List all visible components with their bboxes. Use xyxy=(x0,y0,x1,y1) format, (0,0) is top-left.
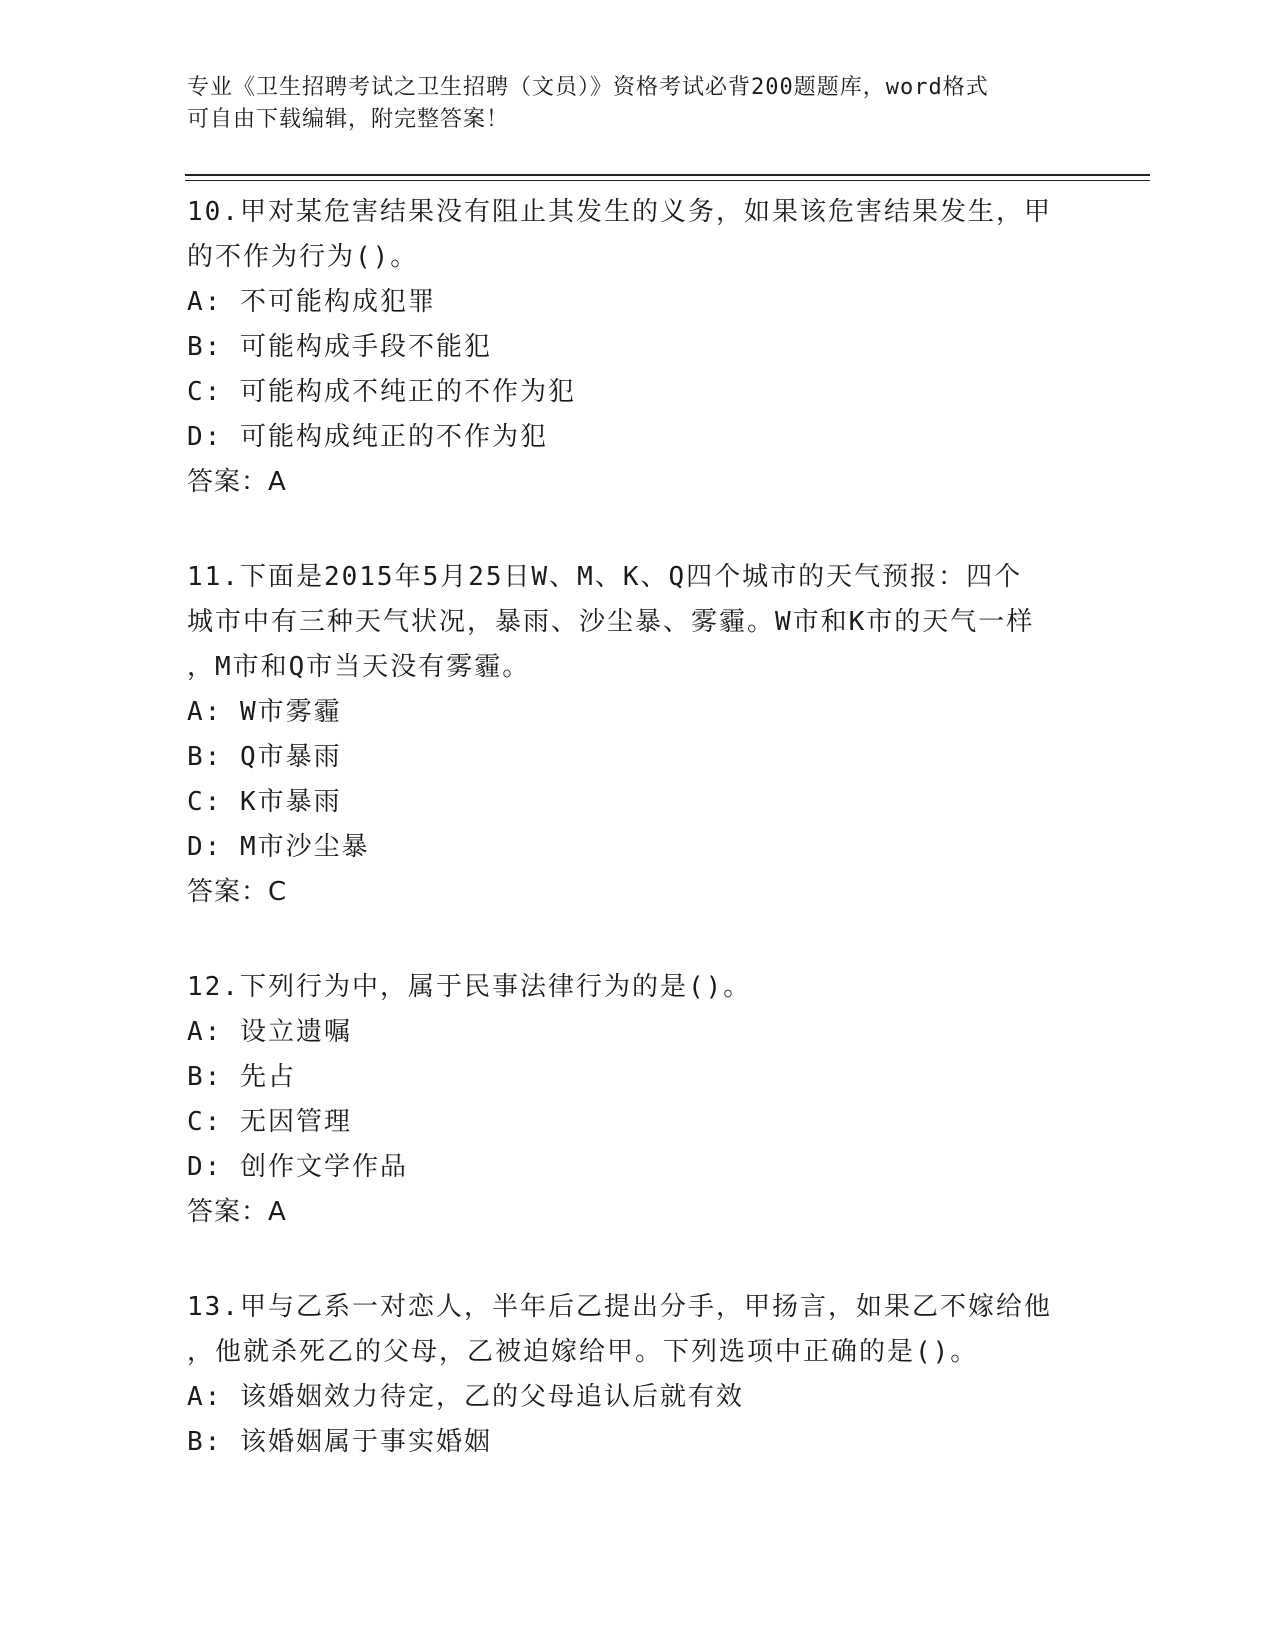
option-b: B: 该婚姻属于事实婚姻 xyxy=(187,1427,492,1457)
header-line-2: 可自由下载编辑，附完整答案！ xyxy=(187,107,510,132)
option-d: D: M市沙尘暴 xyxy=(187,832,370,862)
question-stem-line: 10.甲对某危害结果没有阻止其发生的义务，如果该危害结果发生，甲 xyxy=(187,197,1052,227)
option-a: A: 该婚姻效力待定，乙的父母追认后就有效 xyxy=(187,1382,744,1412)
option-d: D: 创作文学作品 xyxy=(187,1152,408,1182)
question-stem-line: 的不作为行为()。 xyxy=(187,242,419,272)
question-stem-line: ，M市和Q市当天没有雾霾。 xyxy=(187,652,531,682)
question-13 xyxy=(187,1285,1087,1465)
document-header xyxy=(187,72,1087,136)
option-c: C: K市暴雨 xyxy=(187,787,342,817)
question-stem-line: 城市中有三种天气状况，暴雨、沙尘暴、雾霾。W市和K市的天气一样 xyxy=(187,607,1035,637)
option-a: A: W市雾霾 xyxy=(187,697,342,727)
option-b: B: 可能构成手段不能犯 xyxy=(187,332,492,362)
question-12 xyxy=(187,965,1087,1235)
option-b: B: 先占 xyxy=(187,1062,296,1092)
option-a: A: 设立遗嘱 xyxy=(187,1017,352,1047)
option-d: D: 可能构成纯正的不作为犯 xyxy=(187,422,548,452)
option-a: A: 不可能构成犯罪 xyxy=(187,287,436,317)
answer-line: 答案：C xyxy=(187,877,288,907)
question-stem-line: 13.甲与乙系一对恋人，半年后乙提出分手，甲扬言，如果乙不嫁给他 xyxy=(187,1292,1052,1322)
option-b: B: Q市暴雨 xyxy=(187,742,342,772)
header-divider-thick xyxy=(185,174,1150,176)
question-11 xyxy=(187,555,1087,915)
question-stem-line: ，他就杀死乙的父母，乙被迫嫁给甲。下列选项中正确的是()。 xyxy=(187,1337,979,1367)
question-stem-line: 12.下列行为中，属于民事法律行为的是()。 xyxy=(187,972,752,1002)
question-10 xyxy=(187,190,1087,505)
question-stem-line: 11.下面是2015年5月25日W、M、K、Q四个城市的天气预报：四个 xyxy=(187,562,1023,592)
option-c: C: 无因管理 xyxy=(187,1107,352,1137)
option-c: C: 可能构成不纯正的不作为犯 xyxy=(187,377,576,407)
question-list xyxy=(187,190,1087,1515)
answer-line: 答案：A xyxy=(187,1197,287,1227)
header-divider-thin xyxy=(185,180,1150,181)
answer-line: 答案：A xyxy=(187,467,287,497)
header-line-1: 专业《卫生招聘考试之卫生招聘（文员）》资格考试必背200题题库，word格式 xyxy=(187,75,989,100)
